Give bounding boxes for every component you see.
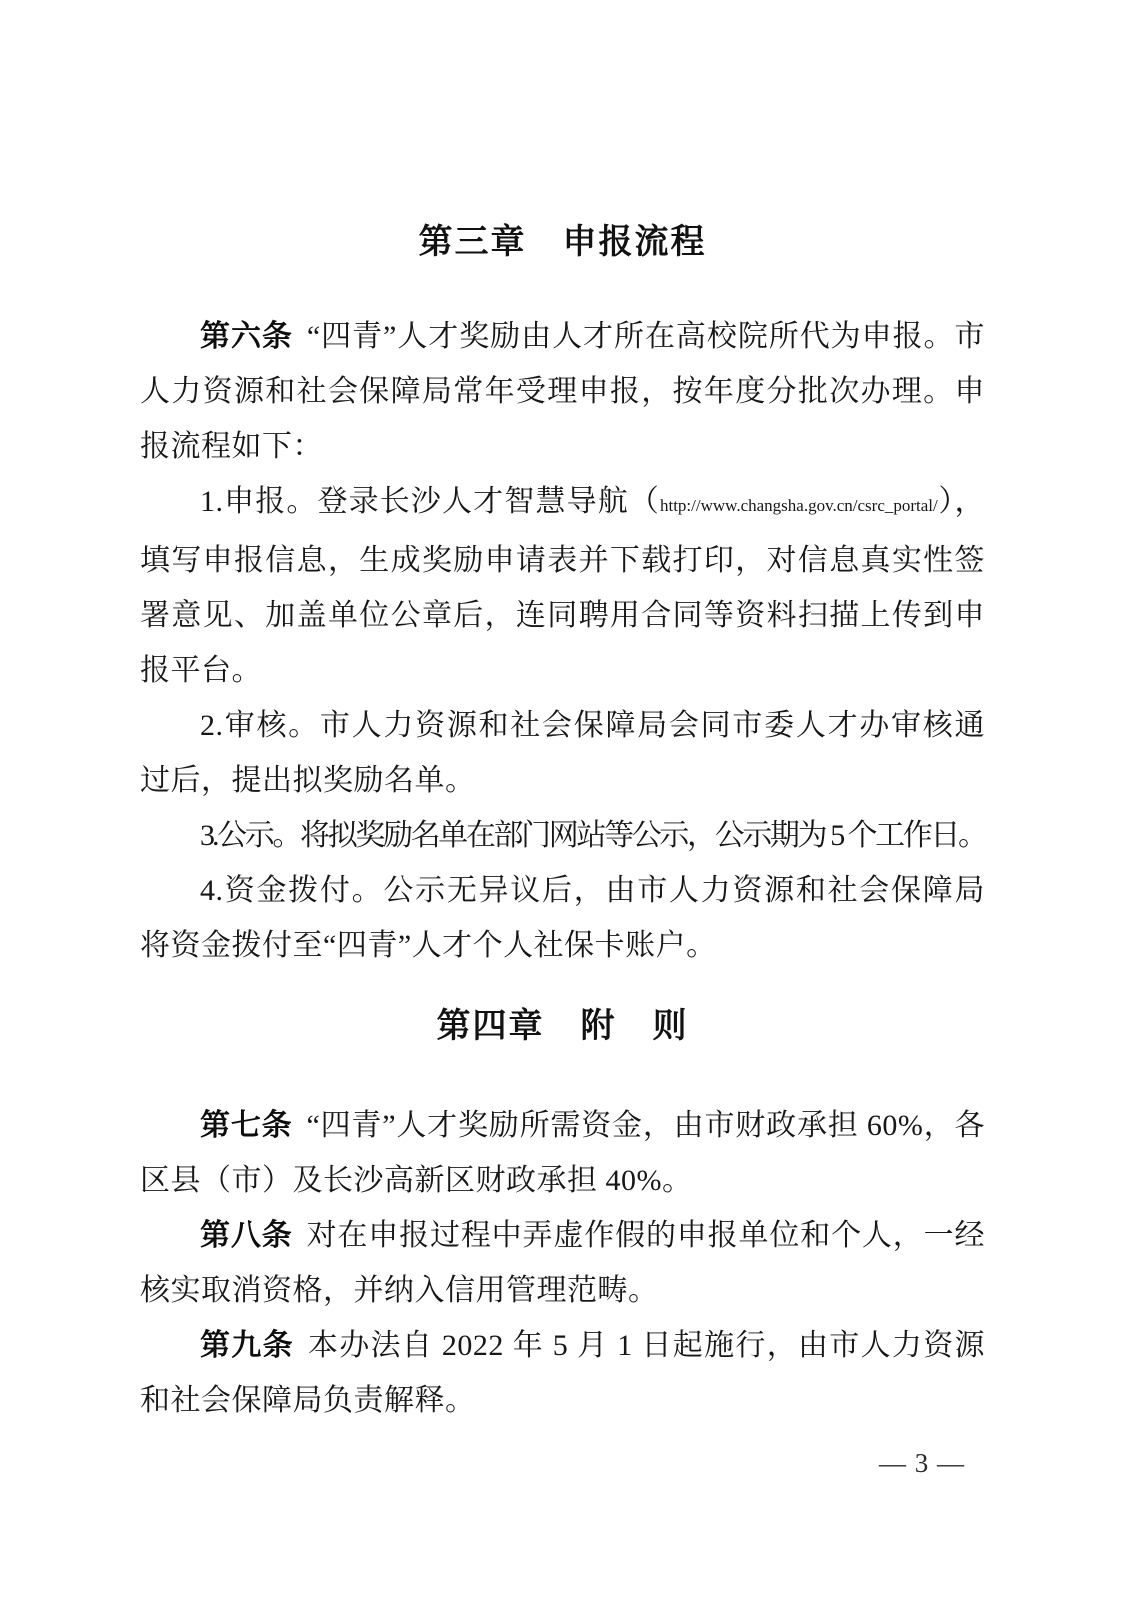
step-4-paragraph: 4.资金拨付。公示无异议后，由市人力资源和社会保障局将资金拨付至“四青”人才个人社保卡账户。 (140, 874, 985, 962)
step-1-text-before: 1.申报。登录长沙人才智慧导航（ (200, 485, 660, 518)
article-8-paragraph (140, 1208, 985, 1318)
article-6-label: 第六条 (200, 320, 293, 353)
article-8-text: 对在申报过程中弄虚作假的申报单位和个人，一经核实取消资格，并纳入信用管理范畴。 (140, 1219, 985, 1307)
article-9-text: 本办法自 2022 年 5 月 1 日起施行，由市人力资源和社会保障局负责解释。 (140, 1329, 986, 1417)
step-1-paragraph (140, 474, 985, 698)
article-9-label: 第九条 (200, 1329, 294, 1362)
article-7-label: 第七条 (200, 1109, 293, 1142)
portal-url-text: http://www.changsha.gov.cn/csrc_portal/ (659, 496, 938, 515)
chapter-4-heading: 第四章 附 则 (436, 1006, 689, 1046)
step-1-text-after: ），填写申报信息，生成奖励申请表并下载打印，对信息真实性签署意见、加盖单位公章后，连同聘用合同等资料扫描上传到申报平台。 (140, 485, 986, 687)
article-6-text: “四青”人才奖励由人才所在高校院所代为申报。市人力资源和社会保障局常年受理申报，按年度分批次办理。申报流程如下： (140, 320, 986, 463)
step-2-paragraph: 2.审核。市人力资源和社会保障局会同市委人才办审核通过后，提出拟奖励名单。 (140, 709, 985, 797)
article-7-text: “四青”人才奖励所需资金，由市财政承担 60%，各区县（市）及长沙高新区财政承担 40%。 (140, 1109, 986, 1197)
article-8-label: 第八条 (200, 1219, 293, 1252)
article-9-paragraph (140, 1318, 985, 1428)
article-7-paragraph (140, 1098, 985, 1208)
article-6-paragraph (140, 309, 985, 474)
page-number: — 3 — (879, 1448, 965, 1478)
step-3-paragraph: 3.公示。将拟奖励名单在部门网站等公示，公示期为 5 个工作日。 (200, 819, 985, 852)
chapter-3-heading: 第三章 申报流程 (418, 222, 707, 262)
